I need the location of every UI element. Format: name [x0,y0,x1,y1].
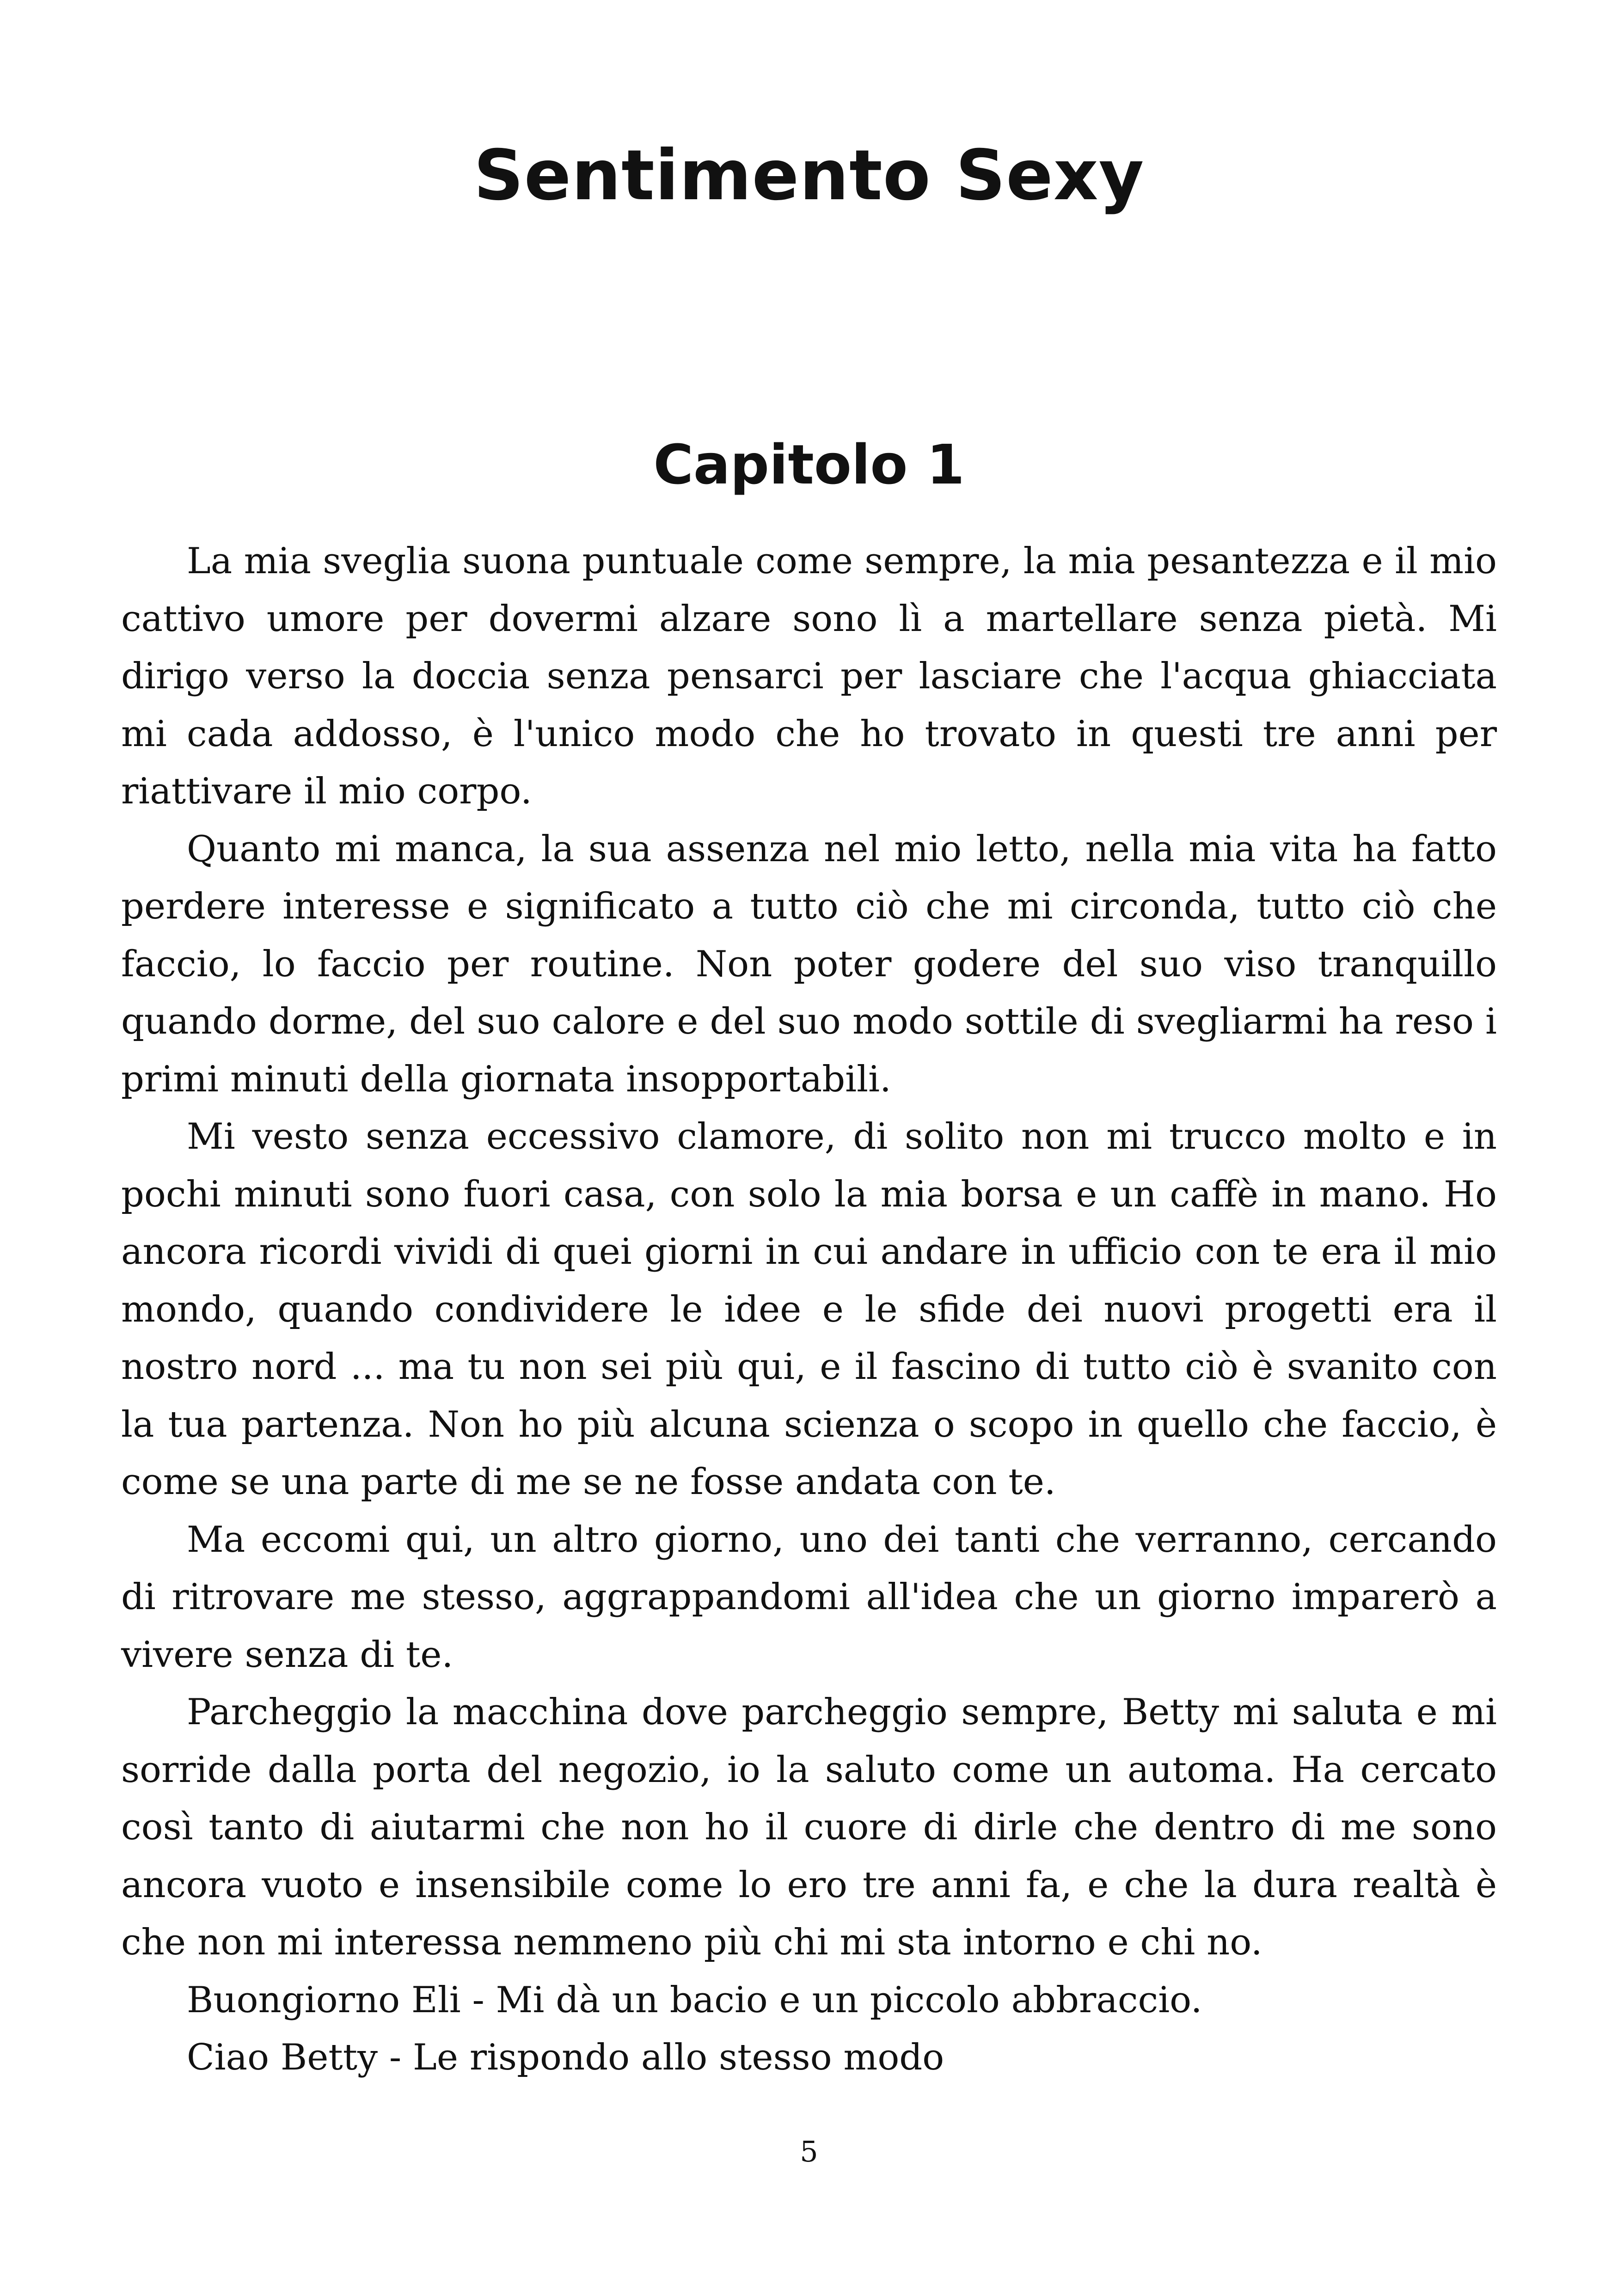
paragraph: Ma eccomi qui, un altro giorno, uno dei tanti che verranno, cercando di ritrovare me stesso, aggrappandomi all'idea che un giorno imparerò a vivere senza di te. [121,1518,1497,1676]
paragraph: Mi vesto senza eccessivo clamore, di solito non mi trucco molto e in pochi minuti sono fuori casa, con solo la mia borsa e un caffè in mano. Ho ancora ricordi vividi di quei giorni in cui andare in ufficio con te era il mio mondo, quando condividere le idee e le sfide dei nuovi progetti era il nostro nord ... ma tu non sei più qui, e il fascino di tutto ciò è svanito con la tua partenza. Non ho più alcuna scienza o scopo in quello che faccio, è come se una parte di me se ne fosse andata con te. [121,1116,1497,1503]
page-number: 5 [800,2135,818,2168]
paragraph: Buongiorno Eli - Mi dà un bacio e un piccolo abbraccio. [187,1979,1202,2021]
paragraph: Ciao Betty - Le rispondo allo stesso modo [187,2037,944,2078]
chapter-body [121,533,1497,2087]
chapter-title: Capitolo 1 [653,433,965,496]
paragraph: Parcheggio la macchina dove parcheggio sempre, Betty mi saluta e mi sorride dalla porta del negozio, io la saluto come un automa. Ha cercato così tanto di aiutarmi che non ho il cuore di dirle che dentro di me sono ancora vuoto e insensibile come lo ero tre anni fa, e che la dura realtà è che non mi interessa nemmeno più chi mi sta intorno e chi no. [121,1691,1497,1963]
paragraph: La mia sveglia suona puntuale come sempre, la mia pesantezza e il mio cattivo umore per dovermi alzare sono lì a martellare senza pietà. Mi dirigo verso la doccia senza pensarci per lasciare che l'acqua ghiacciata mi cada addosso, è l'unico modo che ho trovato in questi tre anni per riattivare il mio corpo. [121,540,1497,812]
book-title: Sentimento Sexy [473,135,1145,216]
paragraph: Quanto mi manca, la sua assenza nel mio letto, nella mia vita ha fatto perdere interesse e significato a tutto ciò che mi circonda, tutto ciò che faccio, lo faccio per routine. Non poter godere del suo viso tranquillo quando dorme, del suo calore e del suo modo sottile di svegliarmi ha reso i primi minuti della giornata insopportabili. [121,828,1497,1100]
